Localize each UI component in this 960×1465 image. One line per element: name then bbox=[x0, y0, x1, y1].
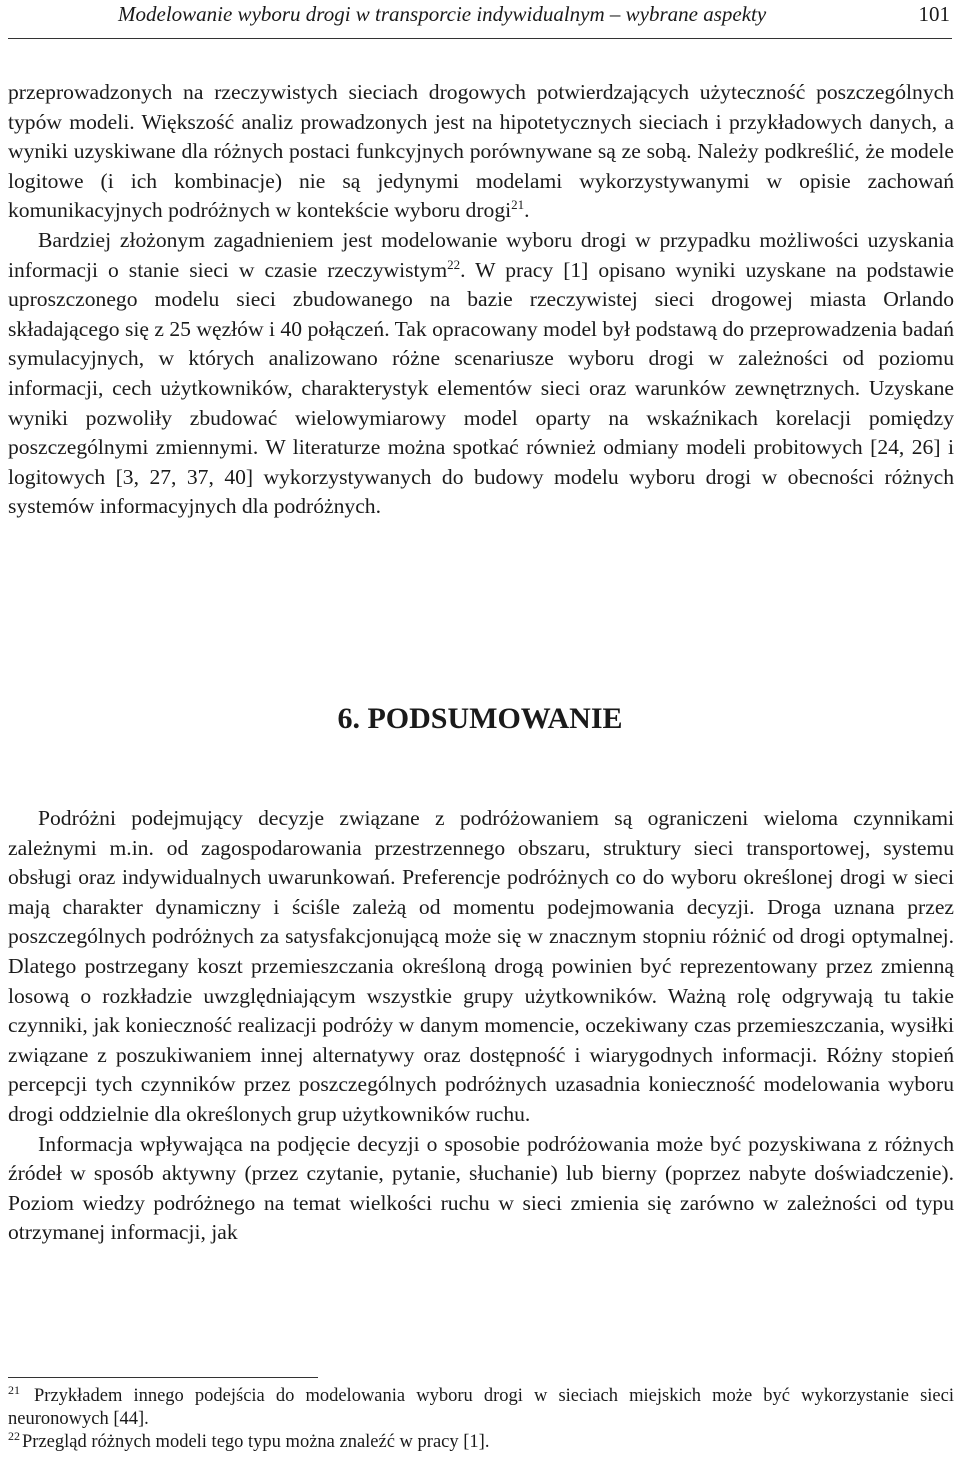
footnote-text: Przegląd różnych modeli tego typu można znaleźć w pracy [1]. bbox=[22, 1432, 490, 1452]
paragraph bbox=[8, 226, 954, 522]
footnote-mark: 21 bbox=[8, 1382, 20, 1397]
paragraph-text: . bbox=[524, 198, 530, 223]
section-body-1 bbox=[8, 78, 954, 522]
footnote-mark: 22 bbox=[8, 1428, 20, 1443]
page-number: 101 bbox=[918, 2, 950, 26]
paragraph: Informacja wpływająca na podjęcie decyzji o sposobie podróżowania może być pozyskiwana z różnych źródeł w sposób aktywny (przez czytanie, pytanie, słuchanie) lub bierny (poprzez nabyte doświadczenie). Poziom wiedzy podróżnego na temat wielkości ruchu w sieci zmienia się zarówno w zależności od typu otrzymanej informacji, jak bbox=[8, 1131, 954, 1245]
paragraph bbox=[8, 78, 954, 226]
section-heading: 6. PODSUMOWANIE bbox=[337, 702, 623, 735]
running-title: Modelowanie wyboru drogi w transporcie indywidualnym – wybrane aspekty bbox=[118, 2, 767, 26]
paragraph-text: Bardziej złożonym zagadnieniem jest modelowanie wyboru drogi w przypadku możliwości uzyskania informacji o stanie sieci w czasie rzeczywistym bbox=[8, 227, 954, 282]
footnotes bbox=[8, 1382, 954, 1454]
footnote bbox=[8, 1428, 954, 1454]
paragraph: Podróżni podejmujący decyzje związane z podróżowaniem są ograniczeni wieloma czynnikami zależnymi m.in. od zagospodarowania przestrzennego obszaru, struktury sieci transportowej, systemu obsługi oraz indywidualnych uwarunkowań. Preferencje podróżnych co do wyboru określonej drogi w sieci mają charakter dynamiczny i ściśle zależą od momentu podejmowania decyzji. Droga uznana przez poszczególnych podróżnych za satysfakcjonującą może się w znacznym stopniu różnić od drogi optymalnej. Dlatego postrzegany koszt przemieszczania określoną drogą powinien być reprezentowany przez zmienną losową o rozkładzie uwzględniającym wszystkie grupy użytkowników. Ważną rolę odgrywają tu takie czynniki, jak konieczność realizacji podróży w danym momencie, oczekiwany czas przemieszczania, wysiłki związane z poszukiwaniem innej alternatywy oraz dostępność i wiarygodnych informacji. Różny stopień percepcji tych czynników przez poszczególnych podróżnych uzasadnia konieczność modelowania wyboru drogi oddzielnie dla określonych grup użytkowników ruchu. bbox=[8, 806, 954, 1126]
footnote-separator bbox=[8, 1377, 318, 1378]
footnote-text: Przykładem innego podejścia do modelowania wyboru drogi w sieciach miejskich może być wykorzystanie sieci neuronowych [44]. bbox=[8, 1386, 954, 1429]
footnote-ref: 21 bbox=[511, 197, 525, 213]
page-header bbox=[8, 0, 952, 39]
footnote-ref: 22 bbox=[447, 256, 461, 272]
footnote bbox=[8, 1382, 954, 1431]
paragraph-text: przeprowadzonych na rzeczywistych sieciach drogowych potwierdzających użyteczność poszczególnych typów modeli. Większość analiz prowadzonych jest na hipotetycznych sieciach i przykładowych danych, a wyniki uzyskiwane dla różnych postaci funkcyjnych porównywane są ze sobą. Należy podkreślić, że modele logitowe (i ich kombinacje) nie są jedynymi modelami wykorzystywanymi w opisie zachowań komunikacyjnych podróżnych w kontekście wyboru drogi bbox=[8, 80, 954, 223]
paragraph-text: . W pracy [1] opisano wyniki uzyskane na podstawie uproszczonego modelu sieci zbudowanego na bazie rzeczywistej sieci drogowej miasta Orlando składającego się z 25 węzłów i 40 połączeń. Tak opracowany model był podstawą do przeprowadzenia badań symulacyjnych, w których analizowano różne scenariusze wyboru drogi w zależności od poziomu informacji, cech użytkowników, charakterystyk elementów sieci oraz warunków zewnętrznych. Uzyskane wyniki pozwoliły zbudować wielowymiarowy model oparty na wskaźnikach korelacji pomiędzy poszczególnymi zmiennymi. W literaturze można spotkać również odmiany modeli probitowych [24, 26] i logitowych [3, 27, 37, 40] wykorzystywanych do budowy modelu wyboru drogi w obecności różnych systemów informacyjnych dla podróżnych. bbox=[8, 257, 954, 519]
section-body-2 bbox=[8, 804, 954, 1248]
